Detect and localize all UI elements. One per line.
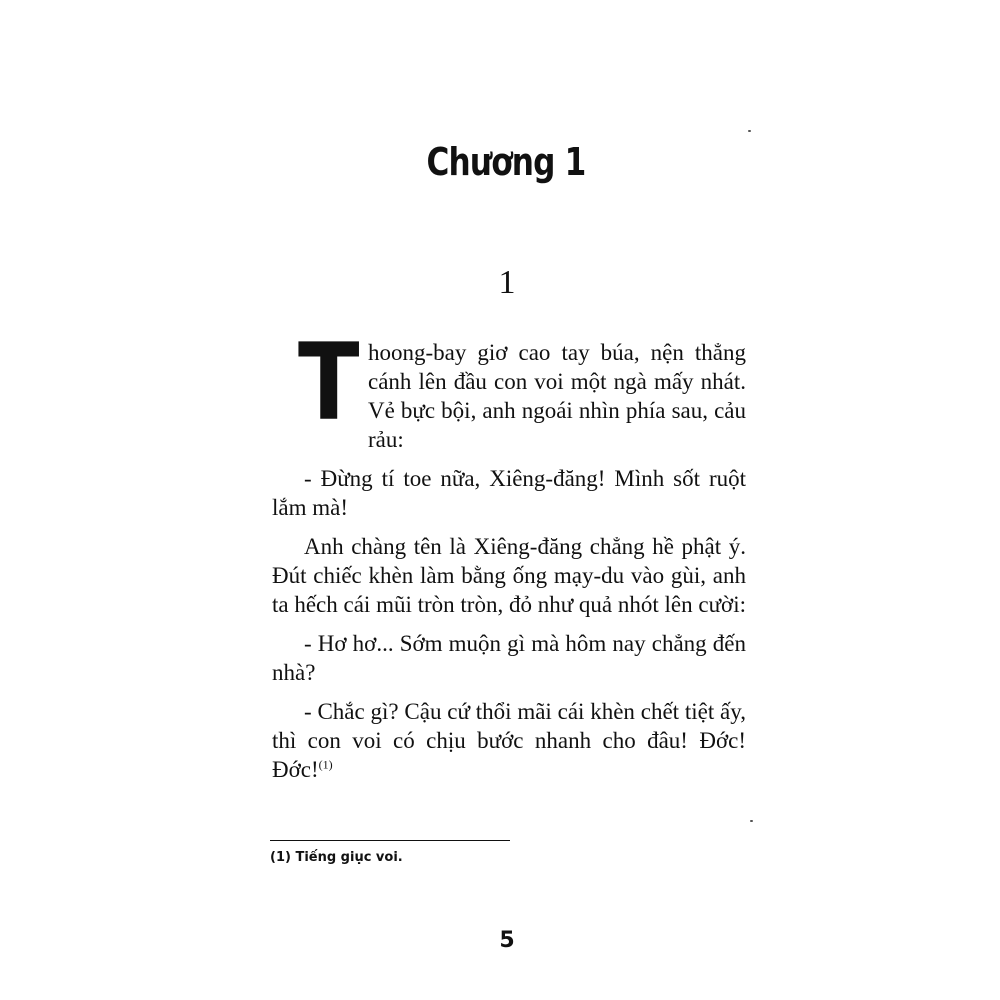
chapter-title: Chương 1 <box>426 140 586 184</box>
paragraph-1-text: hoong-bay giơ cao tay búa, nện thẳng cánh lên đầu con voi một ngà mấy nhát. Vẻ bực bội, anh ngoái nhìn phía sau, cảu rảu: <box>368 340 746 452</box>
footnote-marker: (1) <box>318 757 333 772</box>
paragraph-5-text: - Chắc gì? Cậu cứ thổi mãi cái khèn chết tiệt ấy, thì con voi có chịu bước nhanh cho đâu! Đớc! Đớc! <box>272 699 746 782</box>
paragraph-4: - Hơ hơ... Sớm muộn gì mà hôm nay chẳng đến nhà? <box>272 631 746 685</box>
body-text <box>272 321 746 794</box>
scan-speck <box>748 130 751 132</box>
paragraph-3: Anh chàng tên là Xiêng-đăng chẳng hề phật ý. Đút chiếc khèn làm bằng ống mạy-du vào gùi, anh ta hếch cái mũi tròn tròn, đỏ như quả nhót lên cười: <box>272 534 746 617</box>
drop-cap: T <box>298 321 360 444</box>
paragraph-5 <box>272 697 746 784</box>
footnote-text: (1) Tiếng giục voi. <box>270 850 403 865</box>
paragraph-2: - Đừng tí toe nữa, Xiêng-đăng! Mình sốt ruột lắm mà! <box>272 466 746 520</box>
scan-speck <box>750 820 753 822</box>
section-number: 1 <box>498 264 516 301</box>
footnote-divider <box>270 840 510 841</box>
paragraph-1 <box>272 321 746 454</box>
page-number: 5 <box>499 928 515 953</box>
